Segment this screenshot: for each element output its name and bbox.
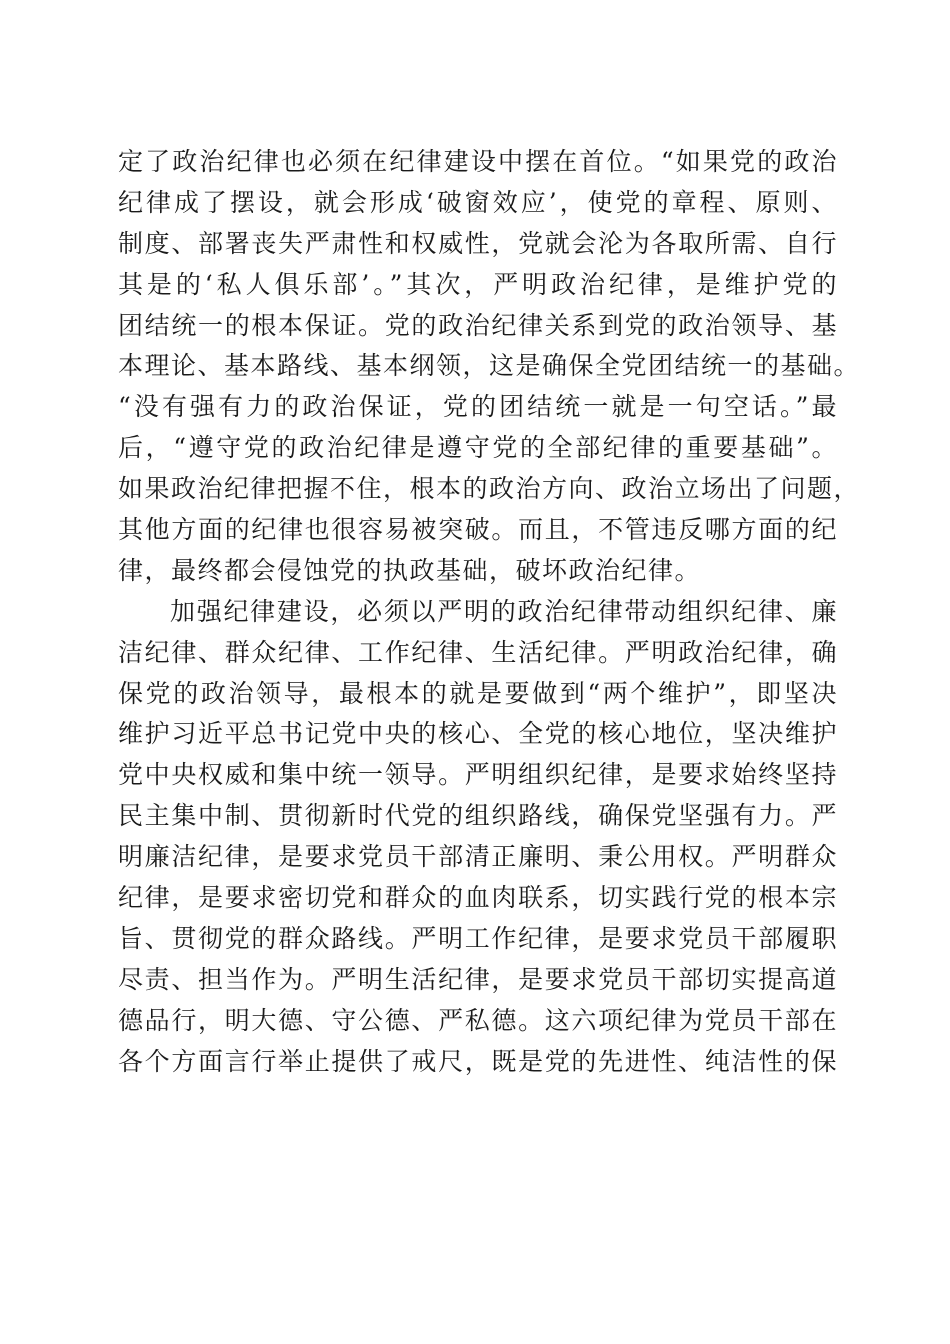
text-line: 德品行，明大德、守公德、严私德。这六项纪律为党员干部在 [118,1005,838,1035]
text-line: 维护习近平总书记党中央的核心、全党的核心地位，坚决维护 [118,719,838,749]
text-line: 纪律，是要求密切党和群众的血肉联系，切实践行党的根本宗 [118,883,838,913]
text-line: 加强纪律建设，必须以严明的政治纪律带动组织纪律、廉 [170,596,838,626]
text-line: 旨、贯彻党的群众路线。严明工作纪律，是要求党员干部履职 [118,923,838,953]
text-line: 尽责、担当作为。严明生活纪律，是要求党员干部切实提高道 [118,964,838,994]
paragraph-1 [118,142,861,592]
text-line: “没有强有力的政治保证，党的团结统一就是一句空话。”最 [118,392,838,422]
text-line: 明廉洁纪律，是要求党员干部清正廉明、秉公用权。严明群众 [118,842,838,872]
text-line: 团结统一的根本保证。党的政治纪律关系到党的政治领导、基 [118,310,838,340]
text-line: 定了政治纪律也必须在纪律建设中摆在首位。“如果党的政治 [118,147,838,176]
text-line: 如果政治纪律把握不住，根本的政治方向、政治立场出了问题， [118,474,861,504]
text-line: 洁纪律、群众纪律、工作纪律、生活纪律。严明政治纪律，确 [118,637,838,667]
text-line: 各个方面言行举止提供了戒尺，既是党的先进性、纯洁性的保 [118,1046,838,1076]
text-line: 制度、部署丧失严肃性和权威性，党就会沦为各取所需、自行 [118,228,838,258]
text-line: 本理论、基本路线、基本纲领，这是确保全党团结统一的基础。 [118,351,861,381]
paragraph-2 [118,592,838,1083]
text-line: 纪律成了摆设，就会形成‘破窗效应’，使党的章程、原则、 [118,187,838,217]
text-line: 其他方面的纪律也很容易被突破。而且，不管违反哪方面的纪 [118,515,838,545]
text-line: 保党的政治领导，最根本的就是要做到“两个维护”，即坚决 [118,678,838,708]
document-body [118,142,861,1082]
text-line: 其是的‘私人俱乐部’。”其次，严明政治纪律，是维护党的 [118,269,838,299]
text-line: 律，最终都会侵蚀党的执政基础，破坏政治纪律。 [118,555,702,585]
text-line: 党中央权威和集中统一领导。严明组织纪律，是要求始终坚持 [118,760,838,790]
text-line: 民主集中制、贯彻新时代党的组织路线，确保党坚强有力。严 [118,801,838,831]
text-line: 后，“遵守党的政治纪律是遵守党的全部纪律的重要基础”。 [118,433,838,463]
